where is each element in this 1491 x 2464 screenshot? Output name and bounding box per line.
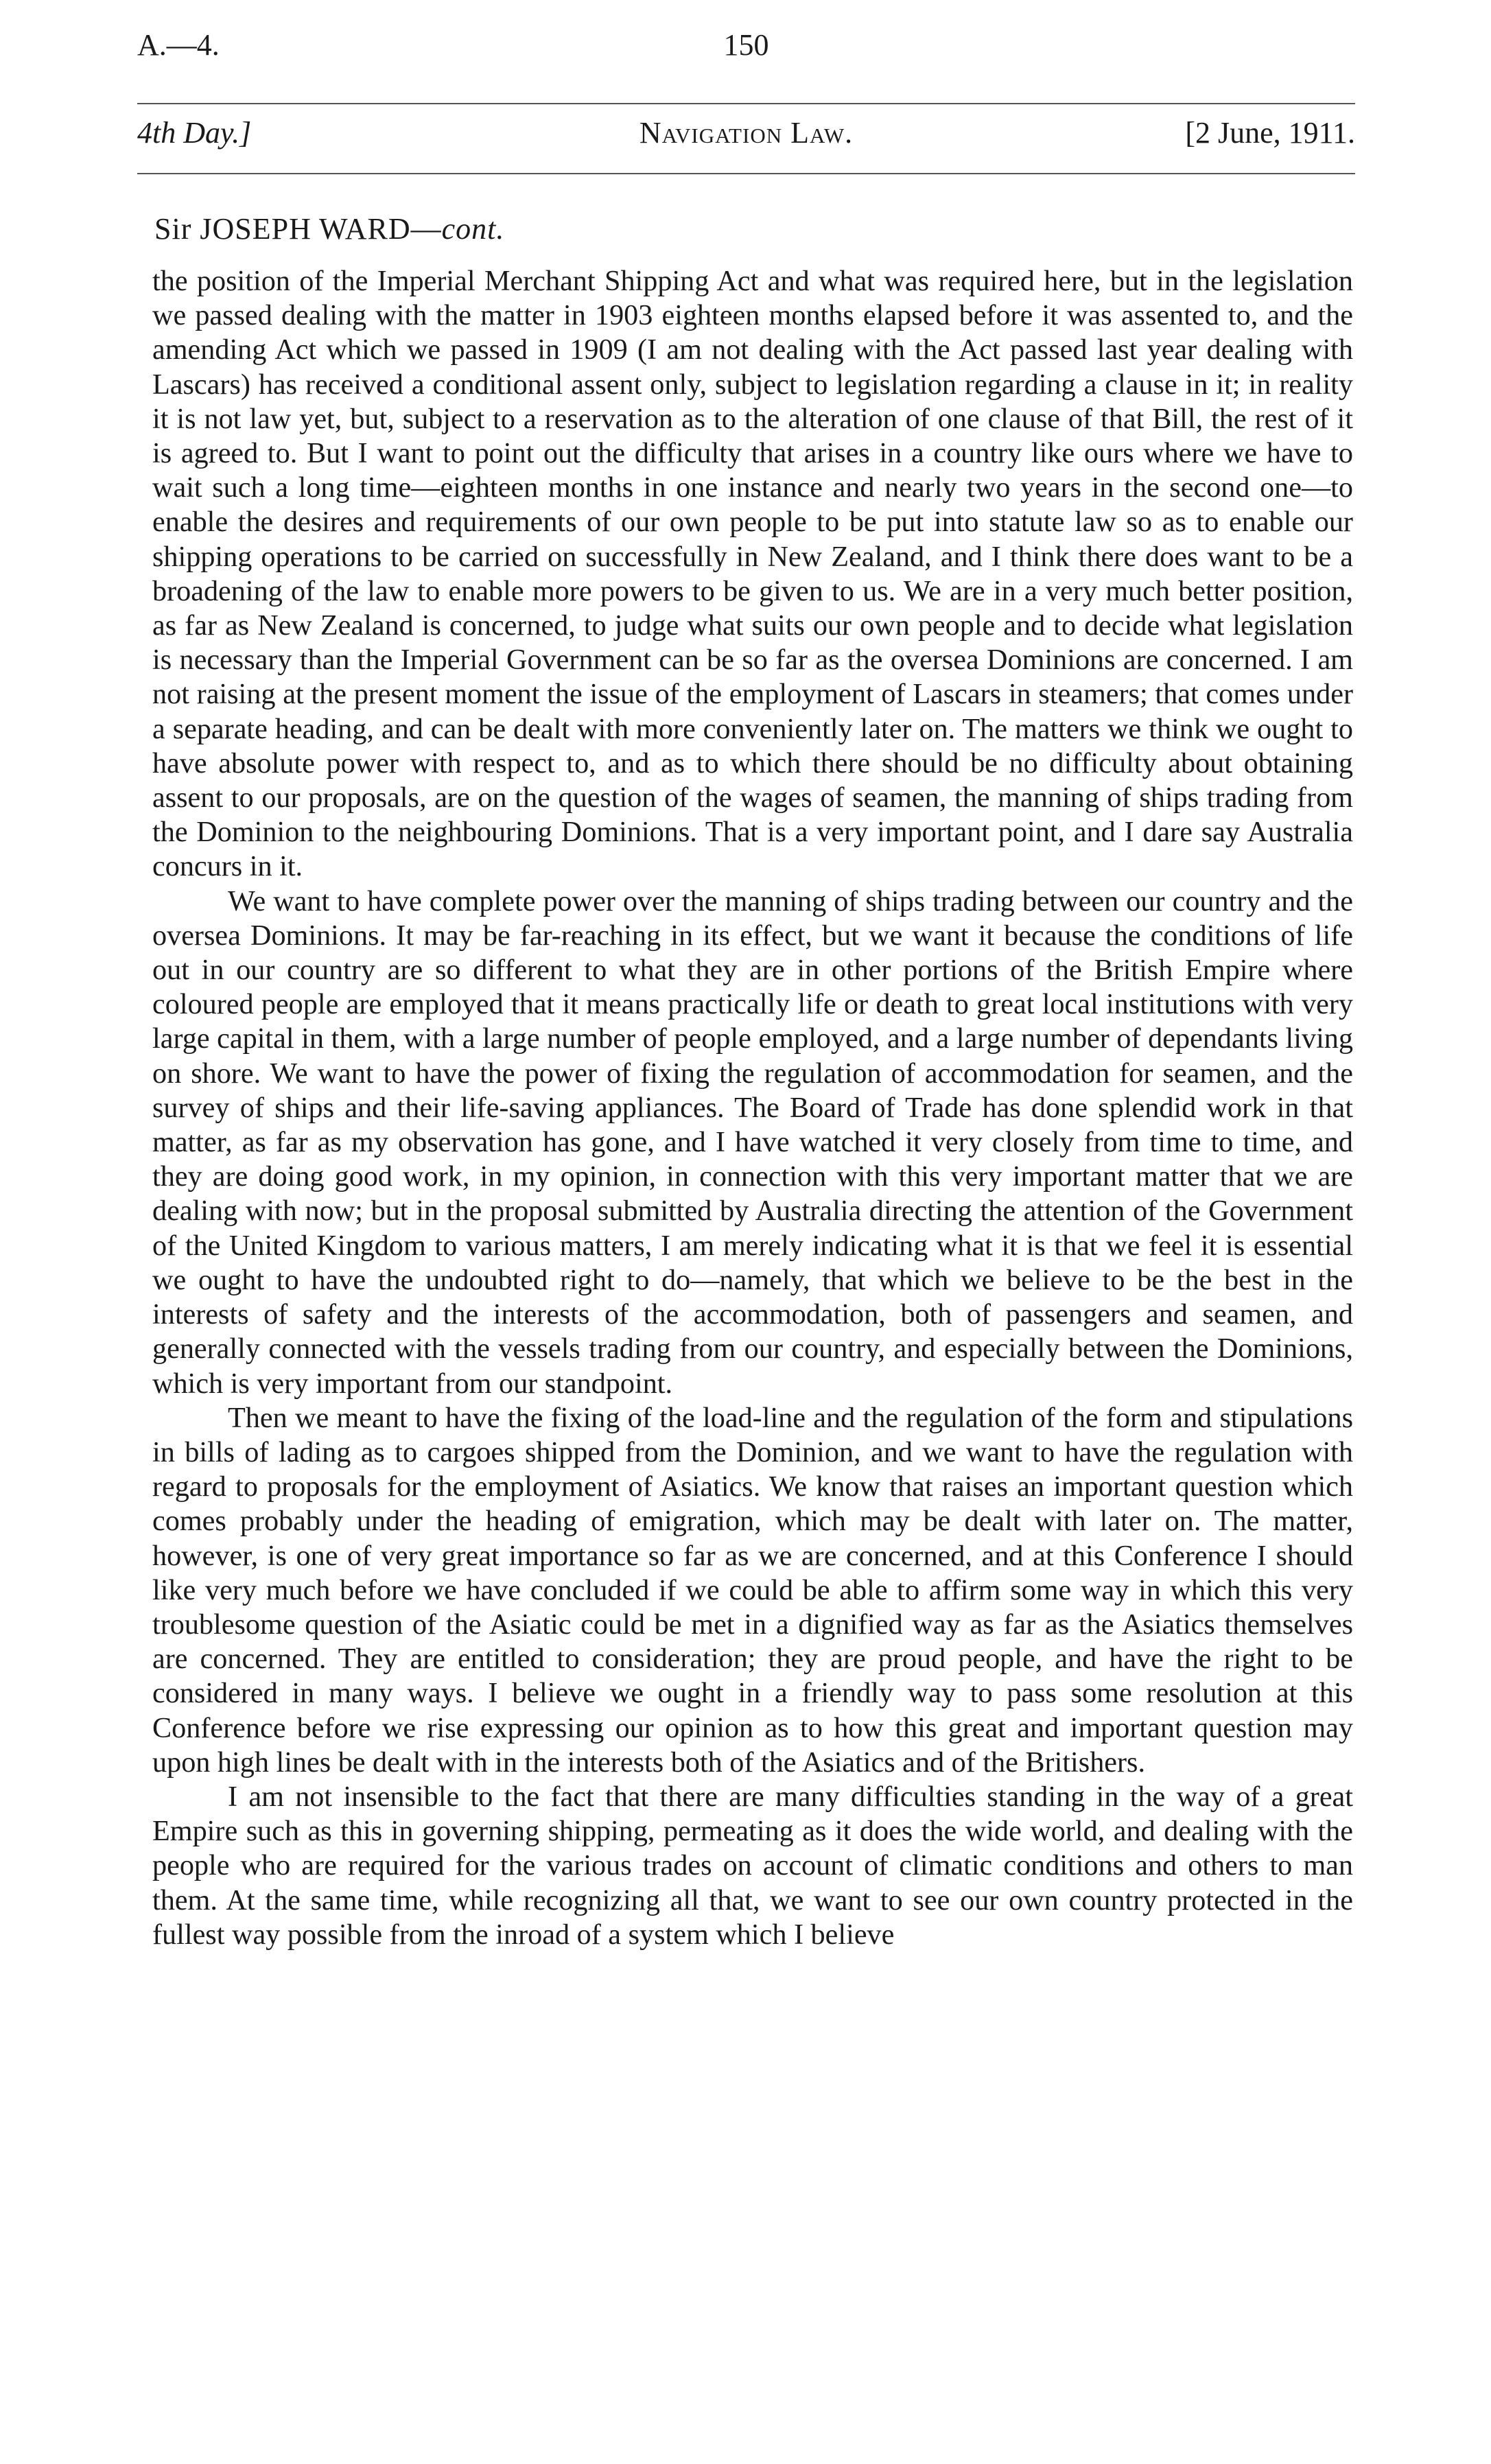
speaker-heading — [154, 211, 504, 246]
paragraph: the position of the Imperial Merchant Shipping Act and what was required here, but in the legislation we passed dealing with the matter in 1903 eighteen months elapsed before it was assented to, and the amending Act which we passed in 1909 (I am not dealing with the Act passed last year dealing with Lascars) has received a conditional assent only, subject to legislation regarding a clause in it; in reality it is not law yet, but, subject to a reservation as to the alteration of one clause of that Bill, the rest of it is agreed to. But I want to point out the difficulty that arises in a country like ours where we have to wait such a long time—eighteen months in one instance and nearly two years in the second one—to enable the desires and requirements of our own people to be put into statute law so as to enable our shipping operations to be carried on successfully in New Zealand, and I think there does want to be a broadening of the law to enable more powers to be given to us. We are in a very much better position, as far as New Zealand is concerned, to judge what suits our own people and to decide what legislation is necessary than the Imperial Government can be so far as the oversea Dominions are concerned. I am not raising at the present moment the issue of the employment of Lascars in steamers; that comes under a separate heading, and can be dealt with more conveniently later on. The matters we think we ought to have absolute power with respect to, and as to which there should be no difficulty about obtaining assent to our proposals, are on the question of the wages of seamen, the manning of ships trading from the Dominion to the neighbouring Dominions. That is a very important point, and I dare say Australia concurs in it. — [152, 265, 1353, 883]
paragraph: We want to have complete power over the manning of ships trading between our country and the oversea Dominions. It may be far-reaching in its effect, but we want it because the conditions of life out in our country are so different to what they are in other portions of the British Empire where coloured people are employed that it means practically life or death to great local institutions with very large capital in them, with a large number of people employed, and a large number of dependants living on shore. We want to have the power of fixing the regulation of accommodation for seamen, and the survey of ships and their life-saving appliances. The Board of Trade has done splendid work in that matter, as far as my observation has gone, and I have watched it very closely from time to time, and they are doing good work, in my opinion, in connection with this very important matter that we are dealing with now; but in the proposal submitted by Australia directing the attention of the Government of the United Kingdom to various matters, I am merely indicating what it is that we feel it is essential we ought to have the undoubted right to do—namely, that which we believe to be the best in the interests of safety and the interests of the accommodation, both of passengers and seamen, and generally connected with the vessels trading from our country, and especially between the Dominions, which is very important from our standpoint. — [152, 884, 1353, 1400]
page-header — [137, 27, 1355, 75]
running-head-date: [2 June, 1911. — [1185, 116, 1355, 150]
paragraph: I am not insensible to the fact that there are many difficulties standing in the way of a great Empire such as this in governing shipping, permeating as it does the wide world, and dealing with the people who are required for the various trades on account of climatic conditions and others to man them. At the same time, while recognizing all that, we want to see our own country protected in the fullest way possible from the inroad of a system which I believe — [152, 1780, 1353, 1951]
running-head — [137, 115, 1355, 163]
speaker-name: Sir JOSEPH WARD— — [154, 212, 442, 246]
speech-body — [152, 264, 1353, 1952]
paragraph: Then we meant to have the fixing of the load-line and the regulation of the form and stipulations in bills of lading as to cargoes shipped from the Dominion, and we want to have the regulation with regard to proposals for the employment of Asiatics. We know that raises an important question which comes probably under the heading of emigration, which may be dealt with later on. The matter, however, is one of very great importance so far as we are concerned, and at this Conference I should like very much before we have concluded if we could be able to affirm some way in which this very troublesome question of the Asiatic could be met in a dignified way as far as the Asiatics themselves are concerned. They are entitled to consideration; they are proud people, and have the right to be considered in many ways. I believe we ought in a friendly way to pass some resolution at this Conference before we rise expressing our opinion as to how this great and important question may upon high lines be dealt with in the interests both of the Asiatics and of the Britishers. — [152, 1401, 1353, 1779]
header-rule-top — [137, 103, 1355, 104]
running-head-day: 4th Day.] — [137, 116, 252, 150]
running-head-title: Navigation Law. — [639, 116, 854, 150]
header-rule-bottom — [137, 173, 1355, 174]
document-code: A.—4. — [137, 28, 220, 62]
page-number: 150 — [723, 28, 769, 62]
speaker-cont: cont. — [441, 212, 505, 246]
